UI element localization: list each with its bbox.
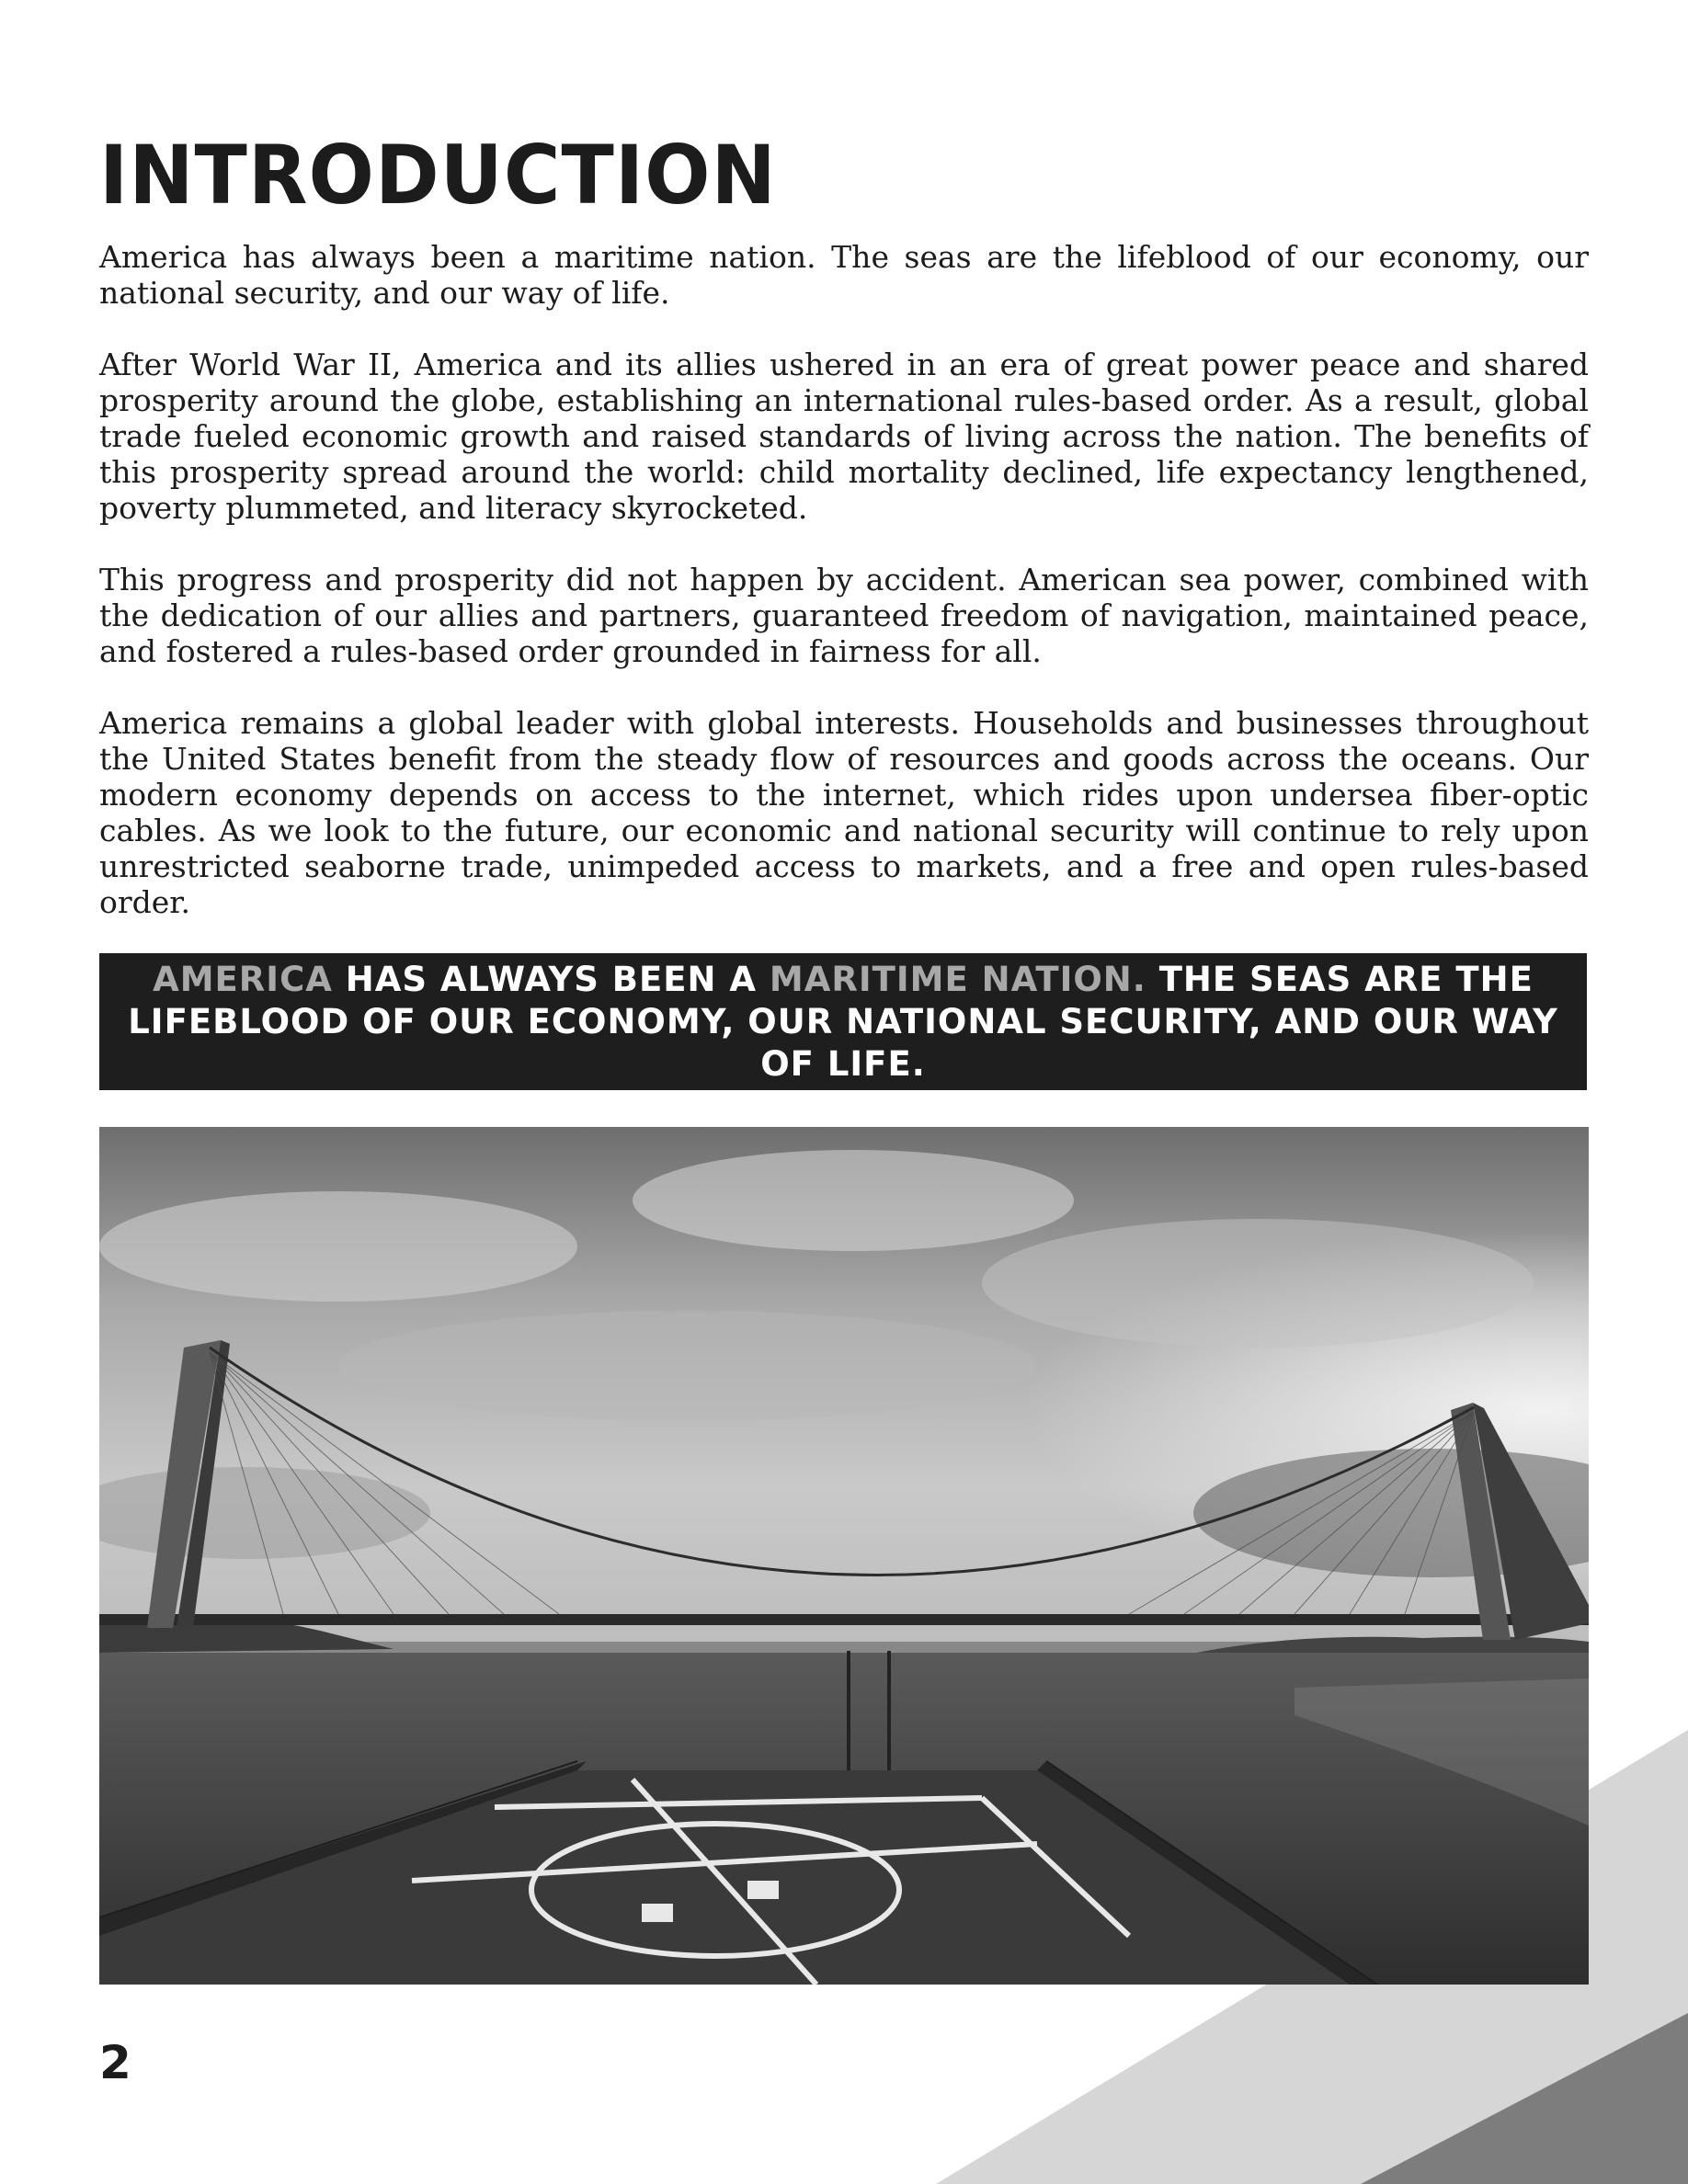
ship-bridge-photo — [99, 1127, 1589, 1985]
pull-quote-segment: THE SEAS ARE THE — [1146, 959, 1534, 999]
paragraph-1: America has always been a maritime nation. The seas are the lifeblood of our economy, our national security, and our way of life. — [99, 239, 1589, 311]
paragraph-2: After World War II, America and its allies ushered in an era of great power peace and shared prosperity around the globe, establishing an international rules-based order. As a result, global trade fueled economic growth and raised standards of living across the nation. The benefits of this prosperity spread around the world: child mortality declined, life expectancy lengthened, poverty plummeted, and literacy skyrocketed. — [99, 347, 1589, 526]
pull-quote-highlight-maritime: MARITIME NATION. — [769, 959, 1146, 999]
paragraph-3: This progress and prosperity did not happen by accident. American sea power, combined with the dedication of our allies and partners, guaranteed freedom of navigation, maintained peace, and fostered a rules-based order grounded in fairness for all. — [99, 562, 1589, 669]
body-text — [99, 239, 1589, 956]
pull-quote-segment: HAS ALWAYS BEEN A — [332, 959, 770, 999]
pull-quote-text — [99, 959, 1587, 1086]
pull-quote-highlight-america: AMERICA — [153, 959, 333, 999]
page-title: INTRODUCTION — [99, 128, 777, 222]
pull-quote-callout — [99, 953, 1587, 1090]
pull-quote-line-2: LIFEBLOOD OF OUR ECONOMY, OUR NATIONAL SECURITY, AND OUR WAY OF LIFE. — [128, 1001, 1558, 1084]
paragraph-4: America remains a global leader with global interests. Households and businesses throughout the United States benefit from the steady flow of resources and goods across the oceans. Our modern economy depends on access to the internet, which rides upon undersea fiber-optic cables. As we look to the future, our economic and national security will continue to rely upon unrestricted seaborne trade, unimpeded access to markets, and a free and open rules-based order. — [99, 705, 1589, 920]
page-number: 2 — [99, 2036, 131, 2089]
